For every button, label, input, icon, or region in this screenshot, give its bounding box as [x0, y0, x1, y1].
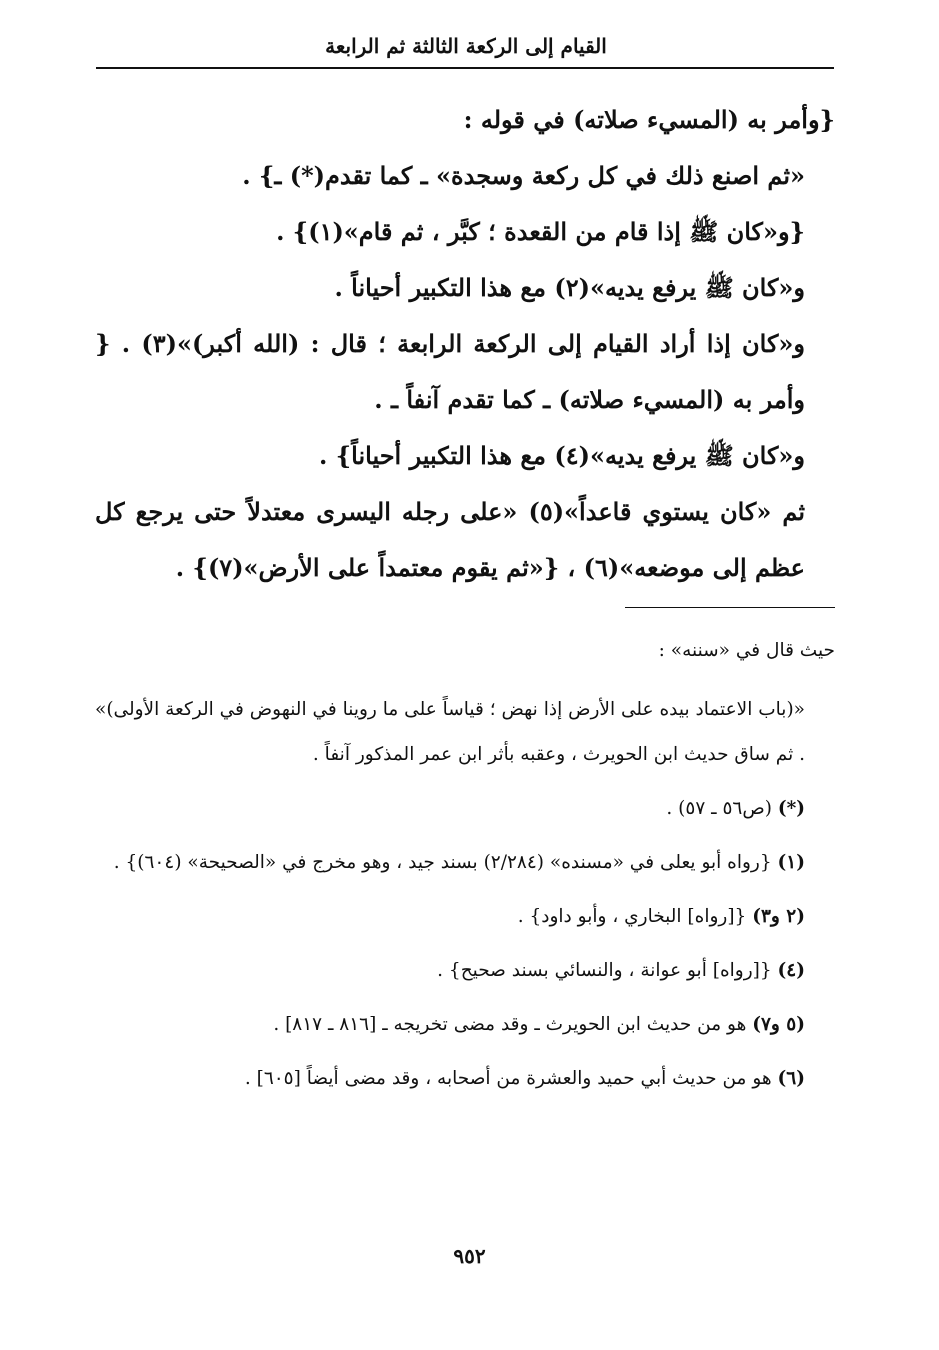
paragraph: و«كان ﷺ يرفع يديه»(٤) مع هذا التكبير أحياناً} .	[319, 441, 805, 470]
paragraph: {وأمر به (المسيء صلاته) في قوله :	[463, 105, 835, 134]
running-header: القيام إلى الركعة الثالثة ثم الرابعة	[325, 34, 607, 58]
paragraph: و«كان إذا أراد القيام إلى الركعة الرابعة ؛ قال : (الله أكبر)»(٣) . { وأمر به (المسيء صلاته) ـ كما تقدم آنفاً ـ .	[95, 329, 805, 414]
footnote-number: (١)	[777, 852, 805, 873]
paragraph: {و«كان ﷺ إذا قام من القعدة ؛ كبَّر ، ثم قام»(١)} .	[276, 217, 805, 246]
footnote	[95, 948, 835, 993]
footnote-text: هو من حديث أبي حميد والعشرة من أصحابه ، وقد مضى أيضاً [٦٠٥] .	[244, 1068, 772, 1089]
footnote	[95, 840, 835, 885]
note-intro: حيث قال في «سننه» :	[658, 640, 835, 661]
main-text	[95, 92, 835, 596]
footnote	[95, 1002, 835, 1047]
footnote-text: {رواه أبو يعلى في «مسنده» (٢/٢٨٤) بسند جيد ، وهو مخرج في «الصحيحة» (٦٠٤)} .	[113, 852, 772, 873]
footnote-text: {[رواه] أبو عوانة ، والنسائي بسند صحيح} .	[437, 960, 772, 981]
note-quote: «(باب الاعتماد بيده على الأرض إذا نهض ؛ قياساً على ما روينا في النهوض في الركعة الأولى)» . ثم ساق حديث ابن الحويرث ، وعقبه بأثر ابن عمر المذكور آنفاً .	[95, 699, 805, 765]
footnote-number: (٤)	[777, 960, 805, 981]
footnotes	[95, 628, 835, 1110]
footnote-number: (٢ و٣)	[752, 906, 805, 927]
paragraph: «ثم اصنع ذلك في كل ركعة وسجدة» ـ كما تقدم(*) ـ} .	[242, 161, 805, 190]
paragraph: و«كان ﷺ يرفع يديه»(٢) مع هذا التكبير أحياناً .	[334, 273, 805, 302]
paragraph: ثم «كان يستوي قاعداً»(٥) «على رجله اليسرى معتدلاً حتى يرجع كل عظم إلى موضعه»(٦) ، {«ثم يقوم معتمداً على الأرض»(٧)} .	[95, 497, 806, 582]
footnote-number: (٦)	[777, 1068, 805, 1089]
footnote	[95, 894, 835, 939]
footnote-number: (٥ و٧)	[752, 1014, 805, 1035]
header-rule	[96, 67, 834, 69]
footnote	[95, 1056, 835, 1101]
footnote-number: (*)	[777, 798, 805, 819]
footnote-text: (ص٥٦ ـ ٥٧) .	[666, 798, 772, 819]
footnote-text: هو من حديث ابن الحويرث ـ وقد مضى تخريجه ـ [٨١٦ ـ ٨١٧] .	[273, 1014, 747, 1035]
footnote	[95, 786, 835, 831]
footnote-text: {[رواه] البخاري ، وأبو داود} .	[517, 906, 747, 927]
page-number: ٩٥٢	[453, 1244, 486, 1268]
footnote-separator	[625, 607, 835, 608]
